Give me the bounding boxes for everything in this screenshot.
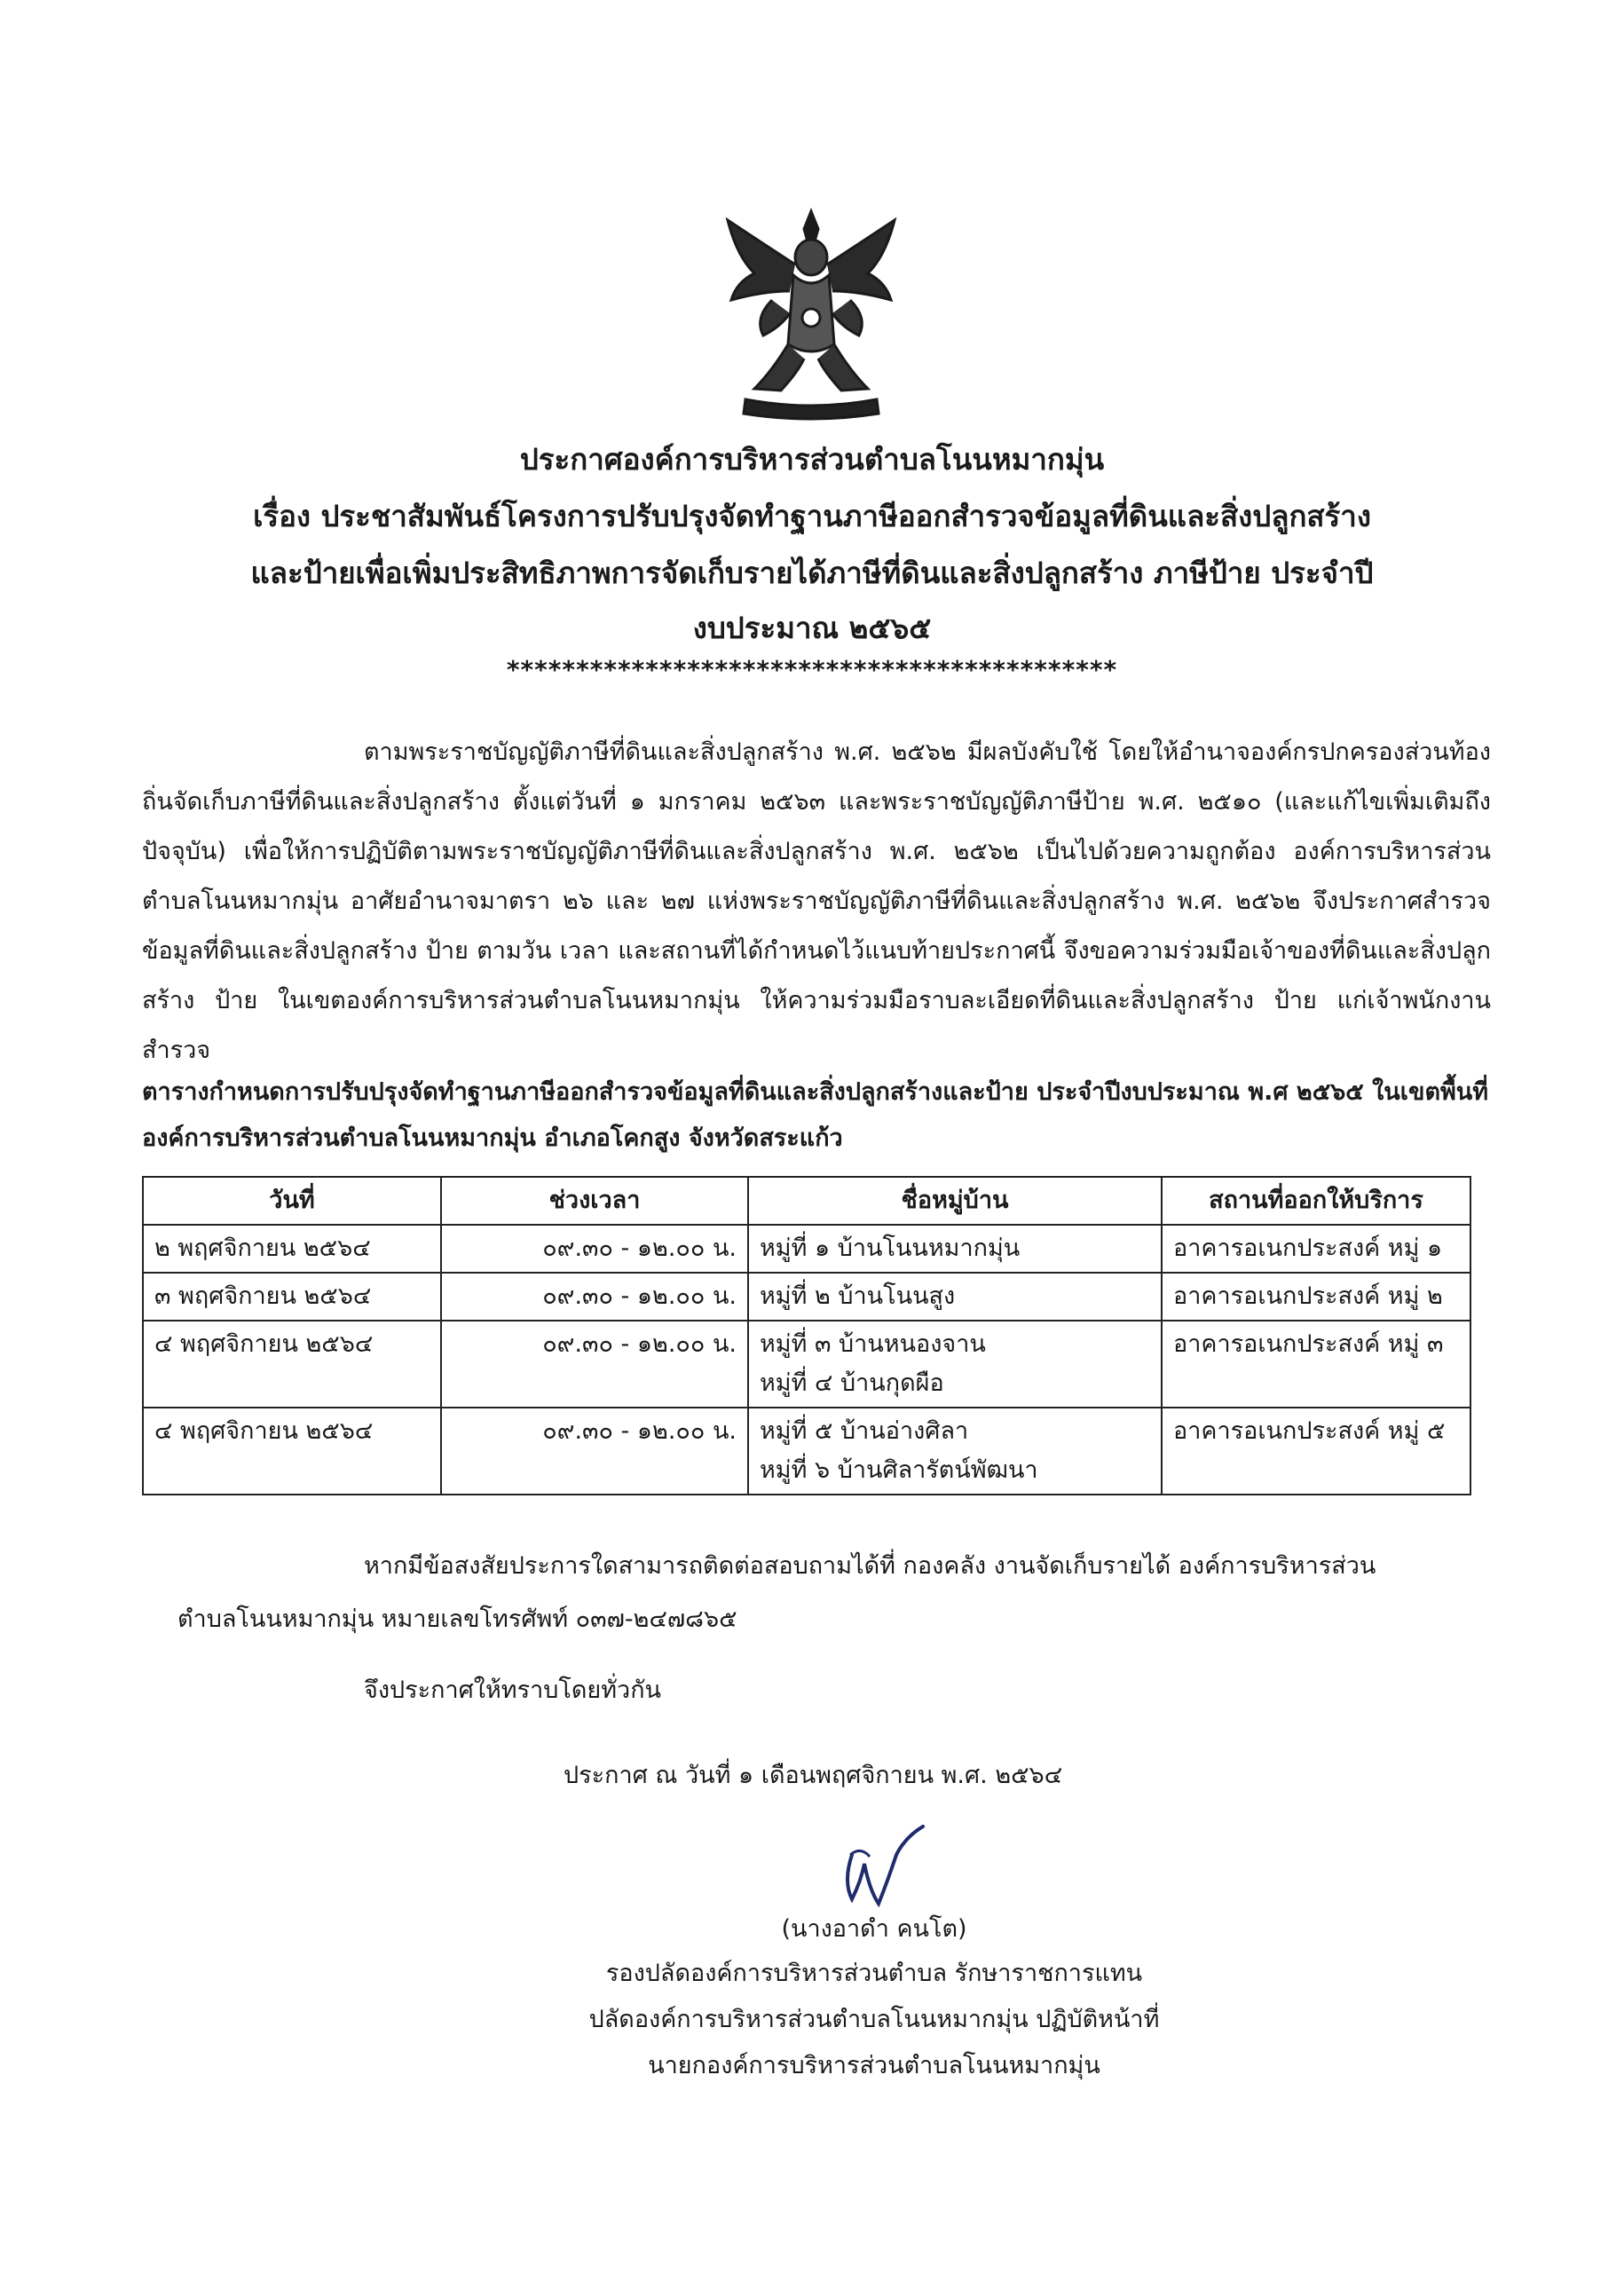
table-row [143, 1408, 1470, 1495]
contact-line-2: ตำบลโนนหมากมุ่น หมายเลขโทรศัพท์ ๐๓๗-๒๔๗๘๖๕ [177, 1605, 737, 1633]
cell-place: อาคารอเนกประสงค์ หมู่ ๕ [1162, 1408, 1470, 1495]
village-name: หมู่ที่ ๕ บ้านอ่างศิลา [760, 1417, 969, 1445]
announcement-title: ประกาศองค์การบริหารส่วนตำบลโนนหมากมุ่น [519, 442, 1105, 477]
village-name: หมู่ที่ ๑ บ้านโนนหมากมุ่น [760, 1235, 1021, 1262]
cell-village [748, 1321, 1162, 1408]
cell-place: อาคารอเนกประสงค์ หมู่ ๓ [1162, 1321, 1470, 1408]
cell-date: ๔ พฤศจิกายน ๒๕๖๔ [143, 1408, 441, 1495]
signer-title-1: รองปลัดองค์การบริหารส่วนตำบล รักษาราชการแทน [605, 1960, 1143, 1987]
cell-time: ๐๙.๓๐ - ๑๒.๐๐ น. [441, 1273, 748, 1321]
signer-title-3: นายกองค์การบริหารส่วนตำบลโนนหมากมุ่น [648, 2052, 1100, 2079]
cell-time: ๐๙.๓๐ - ๑๒.๐๐ น. [441, 1408, 748, 1495]
schedule-table [142, 1176, 1471, 1495]
cell-time: ๐๙.๓๐ - ๑๒.๐๐ น. [441, 1321, 748, 1408]
signer-name: (นางอาดำ คนโต) [781, 1915, 967, 1943]
village-name: หมู่ที่ ๖ บ้านศิลารัตน์พัฒนา [760, 1456, 1038, 1484]
table-row [143, 1273, 1470, 1321]
subject-line-2: และป้ายเพื่อเพิ่มประสิทธิภาพการจัดเก็บรายได้ภาษีที่ดินและสิ่งปลูกสร้าง ภาษีป้าย ประจำปี [250, 556, 1374, 590]
table-row [143, 1225, 1470, 1273]
signer-title-2: ปลัดองค์การบริหารส่วนตำบลโนนหมากมุ่น ปฏิบัติหน้าที่ [588, 2006, 1160, 2033]
announce-line: จึงประกาศให้ทราบโดยทั่วกัน [364, 1676, 661, 1704]
garuda-emblem-icon [719, 202, 903, 424]
cell-village [748, 1225, 1162, 1273]
subject-line-3: งบประมาณ ๒๕๖๕ [692, 611, 932, 645]
cell-place: อาคารอเนกประสงค์ หมู่ ๑ [1162, 1225, 1470, 1273]
cell-place: อาคารอเนกประสงค์ หมู่ ๒ [1162, 1273, 1470, 1321]
cell-date: ๓ พฤศจิกายน ๒๕๖๔ [143, 1273, 441, 1321]
cell-date: ๔ พฤศจิกายน ๒๕๖๔ [143, 1321, 441, 1408]
contact-line-1: หากมีข้อสงสัยประการใดสามารถติดต่อสอบถามได้ที่ กองคลัง งานจัดเก็บรายได้ องค์การบริหารส่วน [364, 1552, 1376, 1580]
header-place: สถานที่ออกให้บริการ [1162, 1177, 1470, 1225]
header-date: วันที่ [143, 1177, 441, 1225]
village-name: หมู่ที่ ๓ บ้านหนองจาน [760, 1330, 986, 1358]
cell-village [748, 1273, 1162, 1321]
table-header-row [143, 1177, 1470, 1225]
header-time: ช่วงเวลา [441, 1177, 748, 1225]
header-village: ชื่อหมู่บ้าน [748, 1177, 1162, 1225]
subject-line-1: เรื่อง ประชาสัมพันธ์โครงการปรับปรุงจัดทำฐานภาษีออกสำรวจข้อมูลที่ดินและสิ่งปลูกสร้าง [253, 499, 1371, 533]
date-line: ประกาศ ณ วันที่ ๑ เดือนพฤศจิกายน พ.ศ. ๒๕๖๔ [564, 1762, 1063, 1789]
cell-village [748, 1408, 1162, 1495]
cell-time: ๐๙.๓๐ - ๑๒.๐๐ น. [441, 1225, 748, 1273]
schedule-title: ตารางกำหนดการปรับปรุงจัดทำฐานภาษีออกสำรวจข้อมูลที่ดินและสิ่งปลูกสร้างและป้าย ประจำปีงบประมาณ พ.ศ ๒๕๖๕ ในเขตพื้นที่องค์การบริหารส่วนตำบลโนนหมากมุ่น อำเภอโคกสูง จังหวัดสระแก้ว [142, 1078, 1489, 1152]
cell-date: ๒ พฤศจิกายน ๒๕๖๔ [143, 1225, 441, 1273]
village-name: หมู่ที่ ๔ บ้านกุดผือ [760, 1369, 944, 1397]
separator-stars: ******************************************** [506, 655, 1118, 684]
table-row [143, 1321, 1470, 1408]
body-paragraph: ตามพระราชบัญญัติภาษีที่ดินและสิ่งปลูกสร้าง พ.ศ. ๒๕๖๒ มีผลบังคับใช้ โดยให้อำนาจองค์กรปกครองส่วนท้องถิ่นจัดเก็บภาษีที่ดินและสิ่งปลูกสร้าง ตั้งแต่วันที่ ๑ มกราคม ๒๕๖๓ และพระราชบัญญัติภาษีป้าย พ.ศ. ๒๕๑๐ (และแก้ไขเพิ่มเติมถึงปัจจุบัน) เพื่อให้การปฏิบัติตามพระราชบัญญัติภาษีที่ดินและสิ่งปลูกสร้าง พ.ศ. ๒๕๖๒ เป็นไปด้วยความถูกต้อง องค์การบริหารส่วนตำบลโนนหมากมุ่น อาศัยอำนาจมาตรา ๒๖ และ ๒๗ แห่งพระราชบัญญัติภาษีที่ดินและสิ่งปลูกสร้าง พ.ศ. ๒๕๖๒ จึงประกาศสำรวจข้อมูลที่ดินและสิ่งปลูกสร้าง ป้าย ตามวัน เวลา และสถานที่ได้กำหนดไว้แนบท้ายประกาศนี้ จึงขอความร่วมมือเจ้าของที่ดินและสิ่งปลูกสร้าง ป้าย ในเขตองค์การบริหารส่วนตำบลโนนหมากมุ่น ให้ความร่วมมือราบละเอียดที่ดินและสิ่งปลูกสร้าง ป้าย แก่เจ้าพนักงานสำรวจ [142, 738, 1491, 1064]
village-name: หมู่ที่ ๒ บ้านโนนสูง [760, 1282, 956, 1310]
